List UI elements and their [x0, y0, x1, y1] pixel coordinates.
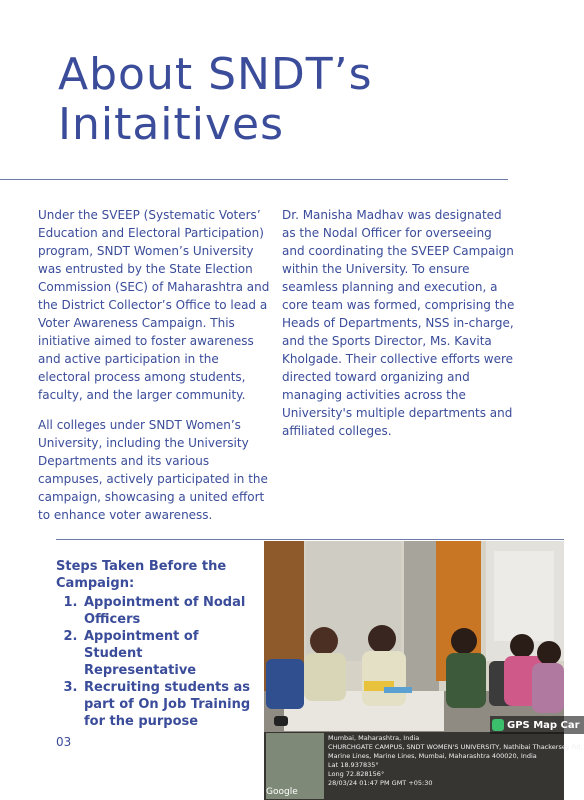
gps-camera-icon — [492, 719, 504, 731]
gps-line: Marine Lines, Marine Lines, Mumbai, Maharashtra 400020, India — [328, 752, 537, 760]
section-divider — [56, 539, 564, 540]
steps-list — [56, 594, 256, 730]
campaign-photo — [264, 541, 583, 800]
title-line-1: About SNDT’s — [58, 49, 373, 100]
gps-line: Mumbai, Maharashtra, India — [328, 734, 420, 742]
step-item: 3. Recruiting students as part of On Job Training for the purpose — [82, 679, 256, 730]
title-line-2: Initaitives — [58, 99, 285, 150]
page-number: 03 — [56, 735, 72, 749]
left-column — [38, 206, 270, 536]
gps-line: Long 72.828156° — [328, 770, 385, 778]
title-divider — [0, 179, 508, 180]
right-paragraph-1: Dr. Manisha Madhav was designated as the Nodal Officer for overseeing and coordinating the SVEEP Campaign within the University. To ensure seamless planning and execution, a core team was formed, comprising the Heads of Departments, NSS in-charge, and the Sports Director, Ms. Kavita Kholgade. Their collective efforts were directed toward organizing and managing activities across the University's multiple departments and affiliated colleges. — [282, 208, 515, 438]
right-column — [282, 206, 518, 452]
page-title — [58, 50, 373, 150]
gps-line: Lat 18.937835° — [328, 761, 379, 769]
gps-details — [328, 734, 583, 788]
map-provider-label: Google — [266, 787, 298, 797]
left-paragraph-2: All colleges under SNDT Women’s University, including the University Departments and its various campuses, actively participated in the campaign, showcasing a united effort to enhance voter awareness. — [38, 418, 268, 522]
gps-line: 28/03/24 01:47 PM GMT +05:30 — [328, 779, 433, 787]
gps-badge-label: GPS Map Car — [507, 719, 580, 731]
steps-section — [56, 558, 256, 730]
step-item: 1. Appointment of Nodal Officers — [82, 594, 256, 628]
gps-line: CHURCHGATE CAMPUS, SNDT WOMEN'S UNIVERSITY, Nathibai Thackersey Rd, — [328, 743, 583, 751]
step-item: 2. Appointment of Student Representative — [82, 628, 256, 679]
map-thumbnail — [266, 733, 324, 799]
steps-heading: Steps Taken Before the Campaign: — [56, 559, 227, 591]
left-paragraph-1: Under the SVEEP (Systematic Voters’ Education and Electoral Participation) program, SNDT Women’s University was entrusted by the State Election Commission (SEC) of Maharashtra and the District Collector’s Office to lead a Voter Awareness Campaign. This initiative aimed to foster awareness and active participation in the electoral process among students, faculty, and the larger community. — [38, 208, 270, 402]
